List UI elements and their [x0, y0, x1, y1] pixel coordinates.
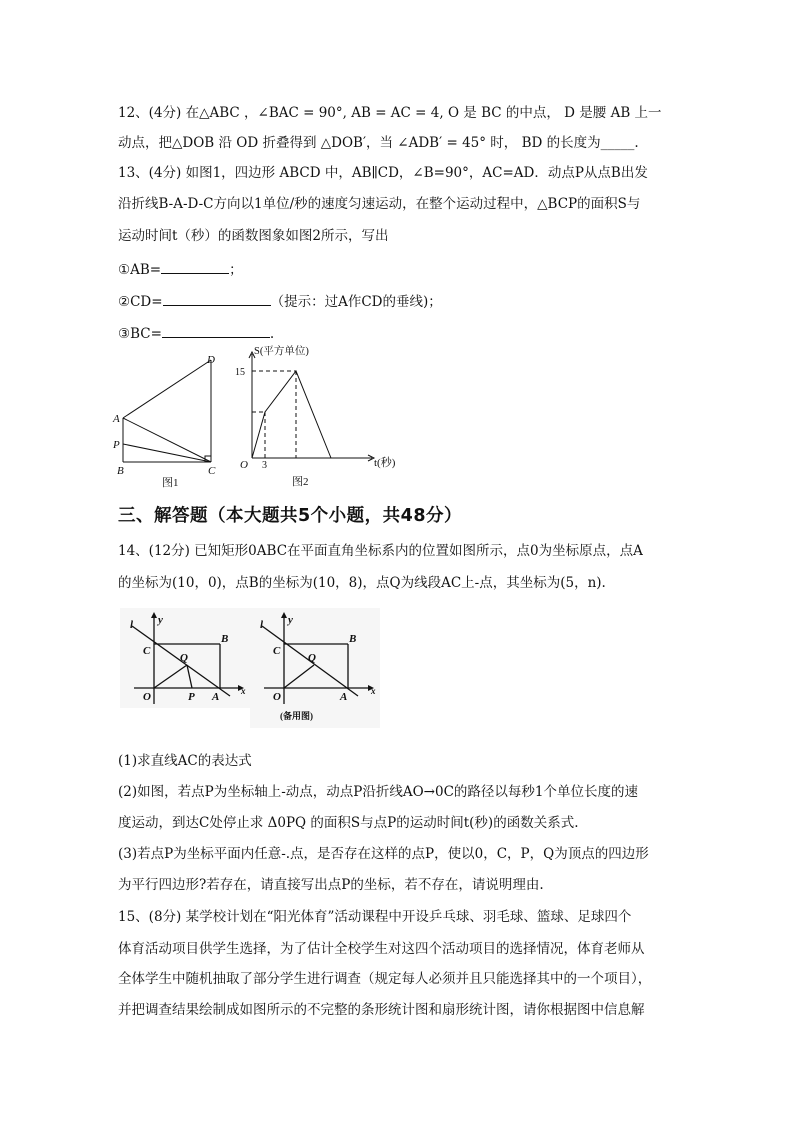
q13-sub3-label: ③BC=	[118, 326, 162, 342]
q15-line-2: 体育活动项目供学生选择，为了估计全校学生对这四个活动项目的选择情况，体育老师从	[118, 941, 645, 957]
fig1-label-a: A	[113, 413, 120, 425]
q14-part-2b: 度运动，到达C处停止求 Δ0PQ 的面积S与点P的运动时间t(秒)的函数关系式.	[118, 815, 579, 831]
answer-blank-bc	[162, 324, 270, 338]
fig1-segment-pc	[123, 444, 211, 462]
fig2-x-tick-3: 3	[262, 460, 267, 471]
answer-blank-ab	[161, 260, 229, 274]
fig3-label-b: B	[221, 633, 229, 645]
fig3-label-o: O	[143, 691, 151, 703]
q15-line-1: 15、(8分) 某学校计划在“阳光体育”活动课程中开设乒乓球、羽毛球、篮球、足球四个	[118, 909, 632, 925]
fig3-label-y: y	[158, 614, 163, 626]
fig4-label-q: Q	[308, 652, 316, 664]
fig1-segment-ac	[123, 418, 211, 462]
fig2-y-tick-15: 15	[235, 367, 245, 378]
fig2-y-label: S(平方单位)	[254, 346, 309, 357]
fig4-label-y: y	[288, 614, 293, 626]
answer-blank-cd	[163, 292, 271, 306]
fig2-caption: 图2	[292, 476, 309, 488]
fig3-label-p: P	[188, 691, 195, 703]
q13-sub2	[118, 292, 442, 311]
fig2-x-label: t(秒)	[374, 457, 396, 469]
fig4-label-a: A	[340, 691, 348, 703]
q13-line-2: 沿折线B-A-D-C方向以1单位/秒的速度匀速运动，在整个运动过程中，△BCP的面积S与	[118, 196, 641, 212]
q14-part-3b: 为平行四边形?若存在，请直接写出点P的坐标，若不存在，请说明理由.	[118, 877, 544, 893]
q14-part-2a: (2)如图，若点P为坐标轴上-动点，动点P沿折线AO→0C的路径以每秒1个单位长度的速	[118, 784, 638, 800]
figure-2	[232, 340, 412, 490]
q13-line-3: 运动时间t（秒）的函数图象如图2所示，写出	[118, 228, 389, 244]
q13-sub1-label: ①AB=	[118, 262, 162, 278]
q14-line-2: 的坐标为(10，0)，点B的坐标为(10，8)，点Q为线段AC上-点，其坐标为(5，n).	[118, 575, 606, 591]
fig4-label-x: x	[371, 686, 376, 696]
q13-sub1-end: ；	[229, 262, 243, 278]
fig4-label-l: l	[260, 619, 264, 631]
section-3-heading: 三、解答题（本大题共5个小题，共48分）	[118, 506, 463, 526]
q13-line-1: 13、(4分) 如图1，四边形 ABCD 中，AB∥CD，∠B=90°，AC=AD．动点P从点B出发	[118, 165, 648, 181]
fig3-label-q: Q	[180, 652, 188, 664]
figure-1	[112, 350, 222, 490]
fig4-label-c: C	[273, 645, 281, 657]
fig1-label-c: C	[208, 465, 216, 477]
fig1-label-b: B	[117, 465, 124, 477]
q13-sub1	[118, 260, 243, 279]
fig1-caption: 图1	[162, 477, 179, 489]
fig3-label-l: l	[130, 619, 134, 631]
q14-part-1: (1)求直线AC的表达式	[118, 753, 252, 769]
q15-line-4: 并把调查结果绘制成如图所示的不完整的条形统计图和扇形统计图，请你根据图中信息解	[118, 1002, 645, 1018]
fig4-label-o: O	[273, 691, 281, 703]
q13-sub2-label: ②CD=	[118, 294, 163, 310]
fig2-origin-label: O	[240, 459, 248, 471]
q14-part-3a: (3)若点P为坐标平面内任意-.点，是否存在这样的点P，使以0，C，P，Q为顶点的四边形	[118, 846, 649, 862]
fig3-label-a: A	[212, 691, 220, 703]
fig4-caption: (备用图)	[280, 711, 313, 721]
q13-sub2-hint: （提示：过A作CD的垂线)；	[270, 294, 442, 310]
fig4-background	[250, 608, 380, 728]
fig3-label-c: C	[143, 645, 151, 657]
fig1-label-p: P	[113, 439, 120, 451]
q15-line-3: 全体学生中随机抽取了部分学生进行调查（规定每人必须并且只能选择其中的一个项目），	[118, 971, 652, 987]
q12-line-2: 动点，把△DOB 沿 OD 折叠得到 △DOB′，当 ∠ADB′ = 45° 时， BD 的长度为_____.	[118, 135, 639, 151]
fig1-segment-ad	[123, 360, 211, 418]
q14-line-1: 14、(12分) 已知矩形0ABC在平面直角坐标系内的位置如图所示，点0为坐标原点，点A	[118, 543, 643, 559]
q12-line-1: 12、(4分) 在△ABC ，∠BAC = 90°, AB = AC = 4, O 是 BC 的中点， D 是腰 AB 上一	[118, 105, 662, 121]
fig2-graph-line	[252, 371, 331, 458]
q13-sub3-end: .	[269, 326, 275, 342]
figure-4	[250, 608, 380, 728]
figure-3	[120, 608, 250, 708]
fig1-label-d: D	[207, 354, 215, 366]
fig4-label-b: B	[349, 633, 357, 645]
fig3-label-x: x	[241, 686, 246, 696]
